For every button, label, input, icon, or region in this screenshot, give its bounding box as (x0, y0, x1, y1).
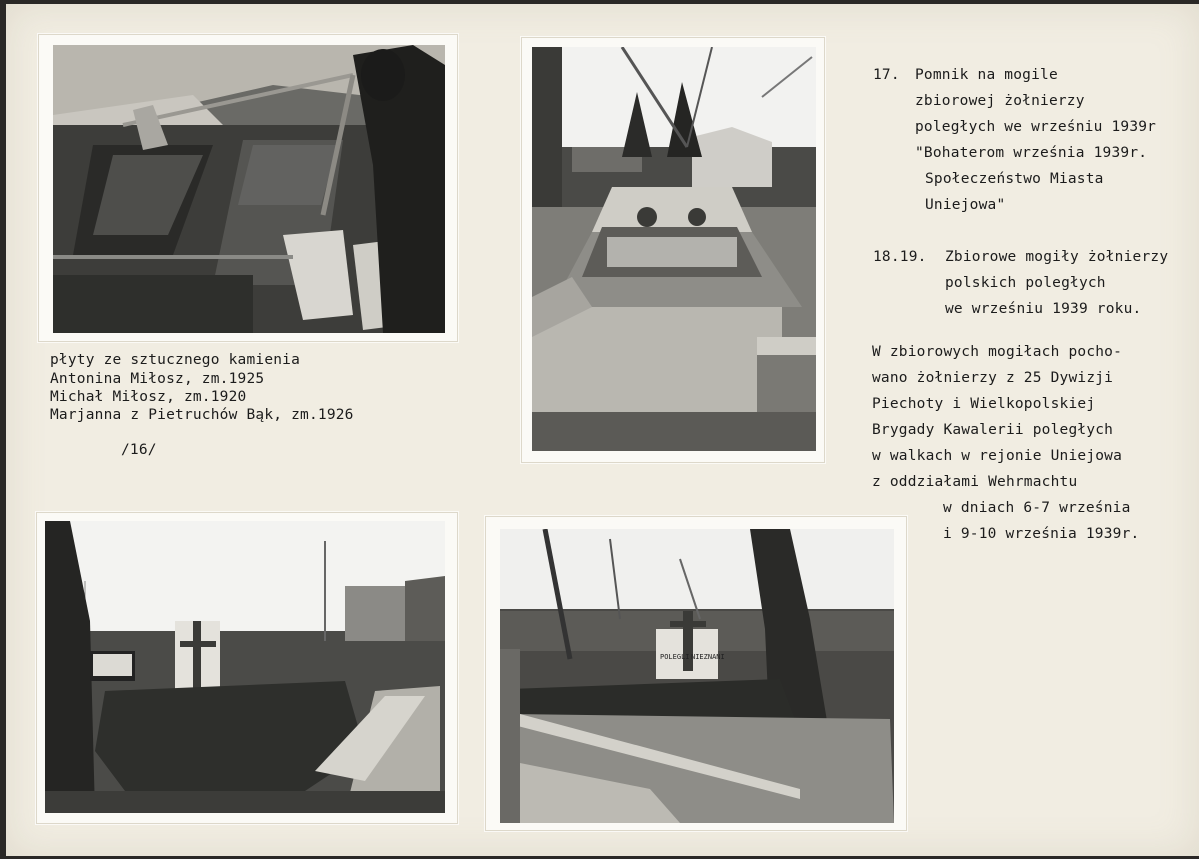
photo-17 (532, 47, 816, 451)
paragraph-line-7: w dniach 6-7 września (943, 500, 1131, 516)
caption-17-line-5: Społeczeństwo Miasta (925, 171, 1104, 187)
caption-17-line-6: Uniejowa" (925, 197, 1006, 213)
paragraph-line-2: wano żołnierzy z 25 Dywizji (872, 370, 1114, 386)
photo-17-mount (521, 37, 825, 463)
photo-number-16: /16/ (121, 442, 157, 458)
caption-17-line-4: "Bohaterom września 1939r. (915, 145, 1148, 161)
caption-16-line-4: Marjanna z Pietruchów Bąk, zm.1926 (50, 407, 354, 423)
photo-16-mount (38, 34, 458, 342)
photo-19 (500, 529, 894, 823)
caption-16-line-2: Antonina Miłosz, zm.1925 (50, 371, 265, 387)
paragraph-line-6: z oddziałami Wehrmachtu (872, 474, 1078, 490)
caption-18-19-line-2: polskich poległych (945, 275, 1106, 291)
caption-18-19-number: 18.19. (873, 249, 927, 265)
caption-17-line-1: Pomnik na mogile (915, 67, 1058, 83)
caption-18-19-line-3: we wrześniu 1939 roku. (945, 301, 1142, 317)
caption-16-line-3: Michał Miłosz, zm.1920 (50, 389, 247, 405)
photo-18 (45, 521, 445, 813)
caption-16-line-1: płyty ze sztucznego kamienia (50, 352, 301, 368)
album-page (6, 4, 1199, 856)
caption-18-19-line-1: Zbiorowe mogiły żołnierzy (945, 249, 1169, 265)
caption-17-line-3: poległych we wrześniu 1939r (915, 119, 1157, 135)
photo-19-mount (485, 516, 907, 831)
paragraph-line-8: i 9-10 września 1939r. (943, 526, 1140, 542)
caption-17-line-2: zbiorowej żołnierzy (915, 93, 1085, 109)
paragraph-line-4: Brygady Kawalerii poległych (872, 422, 1114, 438)
plaque-left-text: POLEGLI (660, 653, 690, 661)
caption-17-number: 17. (873, 67, 900, 83)
paragraph-line-5: w walkach w rejonie Uniejowa (872, 448, 1123, 464)
paragraph-line-1: W zbiorowych mogiłach pocho- (872, 344, 1123, 360)
paragraph-line-3: Piechoty i Wielkopolskiej (872, 396, 1096, 412)
photo-16 (53, 45, 445, 333)
photo-18-mount (36, 512, 458, 824)
plaque-right-text: NIEZNANI (691, 653, 725, 661)
